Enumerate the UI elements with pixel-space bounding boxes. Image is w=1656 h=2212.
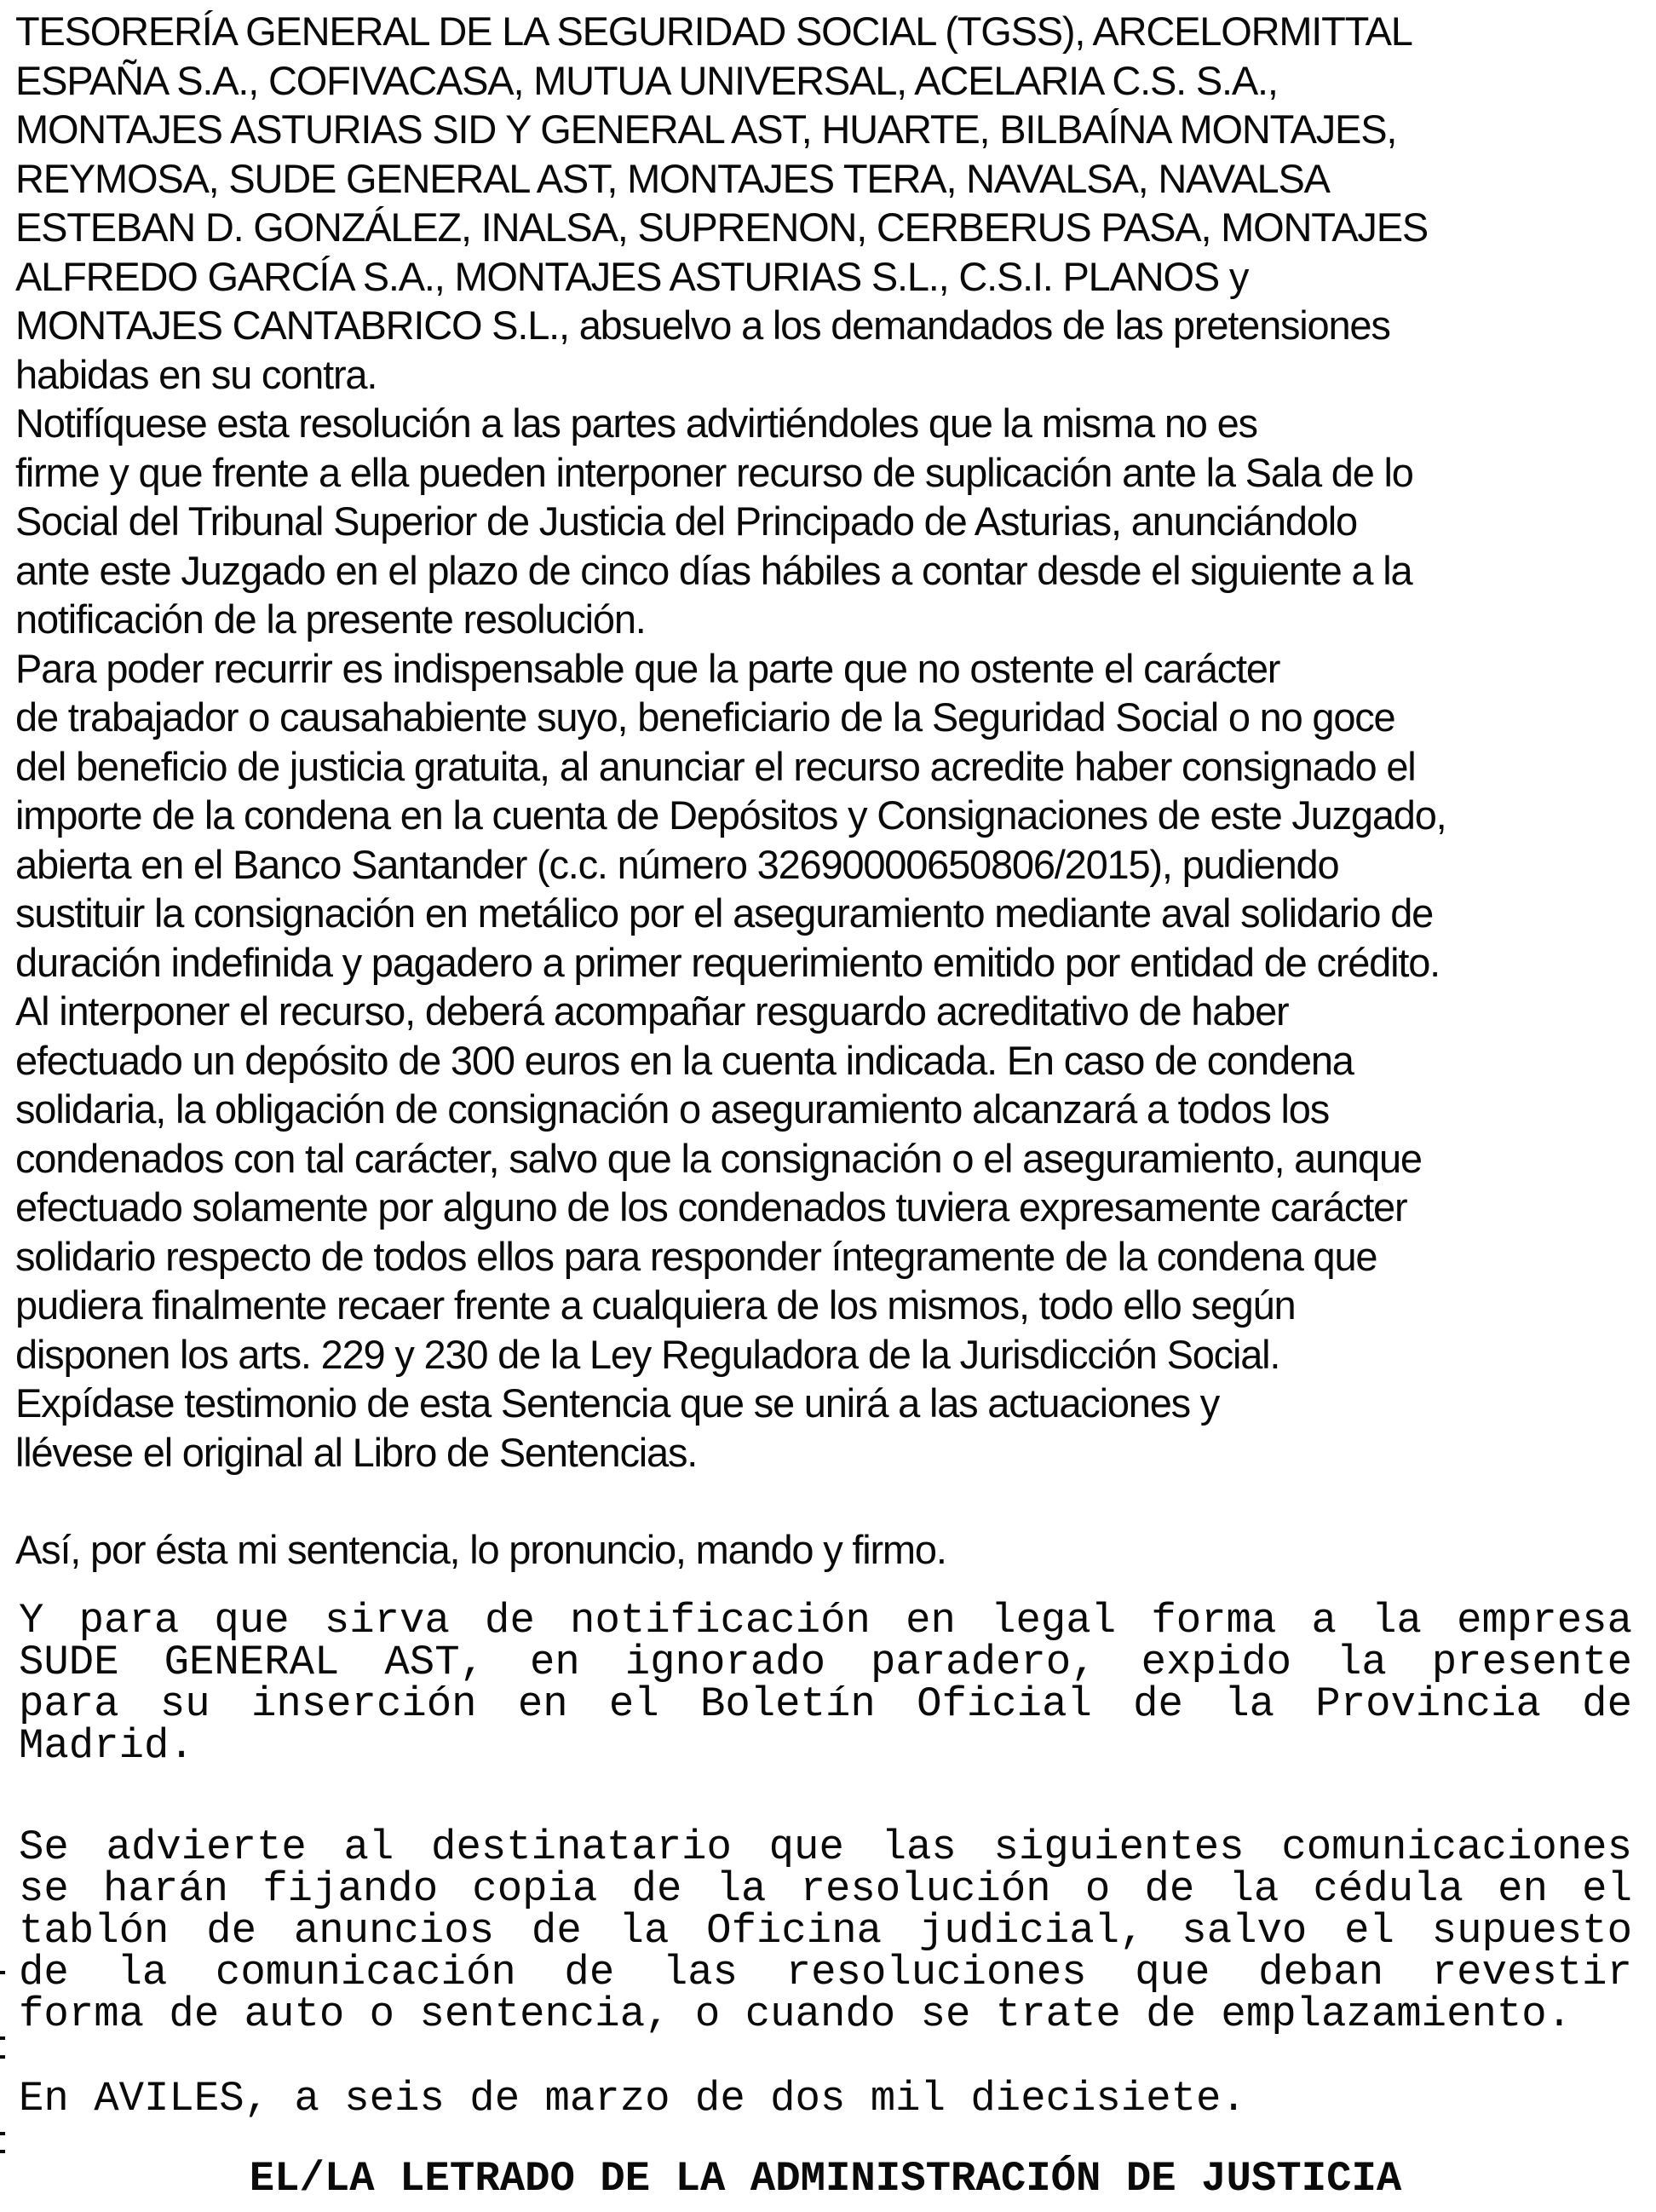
scan-artifact	[0, 2036, 5, 2040]
document-text-line: Y para que sirva de notificación en legal forma a la empresa	[19, 1596, 1632, 1645]
document-text-line: llévese el original al Libro de Sentencias.	[15, 1429, 698, 1475]
document-text-line: disponen los arts. 229 y 230 de la Ley Reguladora de la Jurisdicción Social.	[15, 1331, 1280, 1377]
document-text-line: Madrid.	[19, 1721, 194, 1770]
warning-paragraph	[19, 1823, 1632, 2038]
document-text-line: TESORERÍA GENERAL DE LA SEGURIDAD SOCIAL (TGSS), ARCELORMITTAL	[15, 9, 1412, 54]
document-text-line: firme y que frente a ella pueden interponer recurso de suplicación ante la Sala de lo	[15, 449, 1413, 495]
document-text-line: tablón de anuncios de la Oficina judicial, salvo el supuesto	[19, 1906, 1632, 1955]
document-text-line: para su inserción en el Boletín Oficial de la Provincia de	[19, 1679, 1632, 1728]
signature-title-block	[19, 2154, 1632, 2203]
document-text-line: sustituir la consignación en metálico por el aseguramiento mediante aval solidario de	[15, 890, 1434, 936]
document-text-line: de la comunicación de las resoluciones que deban revestir	[19, 1948, 1632, 1996]
document-text-line: solidario respecto de todos ellos para responder íntegramente de la condena que	[15, 1233, 1377, 1279]
document-text-line: duración indefinida y pagadero a primer requerimiento emitido por entidad de crédito.	[15, 939, 1440, 985]
typewriter-section	[0, 1596, 1656, 2203]
document-text-line: ALFREDO GARCÍA S.A., MONTAJES ASTURIAS S.L., C.S.I. PLANOS y	[15, 253, 1249, 299]
document-text-line: pudiera finalmente recaer frente a cualquiera de los mismos, todo ello según	[15, 1282, 1296, 1328]
document-text-line: Al interponer el recurso, deberá acompañar resguardo acreditativo de haber	[15, 988, 1289, 1034]
document-text-line: ESPAÑA S.A., COFIVACASA, MUTUA UNIVERSAL, ACELARIA C.S. S.A.,	[15, 57, 1278, 103]
scan-artifact	[0, 2132, 5, 2135]
date-place-block	[19, 2074, 1632, 2123]
document-text-line: abierta en el Banco Santander (c.c. número 32690000650806/2015), pudiendo	[15, 841, 1339, 887]
document-text-line: condenados con tal carácter, salvo que la consignación o el aseguramiento, aunque	[15, 1135, 1422, 1181]
document-text-line: MONTAJES CANTABRICO S.L., absuelvo a los demandados de las pretensiones	[15, 302, 1390, 348]
document-text-line: del beneficio de justicia gratuita, al anunciar el recurso acredite haber consignado el	[15, 743, 1416, 789]
document-text-line: Para poder recurrir es indispensable que la parte que no ostente el carácter	[15, 645, 1280, 691]
notification-paragraph	[19, 1596, 1632, 1770]
document-text-line: de trabajador o causahabiente suyo, beneficiario de la Seguridad Social o no goce	[15, 694, 1395, 740]
closing-sentence-block	[0, 1525, 1656, 1575]
document-text-line: Notifíquese esta resolución a las partes advirtiéndoles que la misma no es	[15, 400, 1257, 446]
signature-title: EL/LA LETRADO DE LA ADMINISTRACIÓN DE JUSTICIA	[249, 2154, 1402, 2203]
document-text-line: habidas en su contra.	[15, 351, 377, 397]
date-place-line: En AVILES, a seis de marzo de dos mil diecisiete.	[19, 2074, 1246, 2123]
document-text-line: MONTAJES ASTURIAS SID Y GENERAL AST, HUARTE, BILBAÍNA MONTAJES,	[15, 107, 1397, 152]
document-text-line: Social del Tribunal Superior de Justicia del Principado de Asturias, anunciándolo	[15, 498, 1357, 544]
document-text-line: notificación de la presente resolución.	[15, 596, 646, 642]
document-text-line: ESTEBAN D. GONZÁLEZ, INALSA, SUPRENON, CERBERUS PASA, MONTAJES	[15, 204, 1428, 250]
document-text-line: efectuado solamente por alguno de los condenados tuviera expresamente carácter	[15, 1184, 1407, 1230]
scan-artifact	[0, 2150, 5, 2153]
document-text-line: efectuado un depósito de 300 euros en la cuenta indicada. En caso de condena	[15, 1037, 1354, 1083]
document-text-line: se harán fijando copia de la resolución o de la cédula en el	[19, 1864, 1632, 1913]
document-text-line: REYMOSA, SUDE GENERAL AST, MONTAJES TERA, NAVALSA, NAVALSA	[15, 155, 1330, 201]
closing-sentence: Así, por ésta mi sentencia, lo pronuncio, mando y firmo.	[15, 1527, 946, 1572]
document-text-line: Se advierte al destinatario que las siguientes comunicaciones	[19, 1823, 1632, 1871]
document-text-line: forma de auto o sentencia, o cuando se trate de emplazamiento.	[19, 1990, 1573, 2038]
scan-artifact	[0, 1971, 5, 1974]
document-text-line: Expídase testimonio de esta Sentencia que se unirá a las actuaciones y	[15, 1380, 1220, 1426]
scan-artifact	[0, 2055, 5, 2059]
document-text-line: SUDE GENERAL AST, en ignorado paradero, expido la presente	[19, 1638, 1632, 1686]
document-text-line: ante este Juzgado en el plazo de cinco días hábiles a contar desde el siguiente a la	[15, 547, 1412, 593]
document-text-line: importe de la condena en la cuenta de Depósitos y Consignaciones de este Juzgado,	[15, 792, 1446, 838]
document-text-line: solidaria, la obligación de consignación o aseguramiento alcanzará a todos los	[15, 1086, 1329, 1132]
